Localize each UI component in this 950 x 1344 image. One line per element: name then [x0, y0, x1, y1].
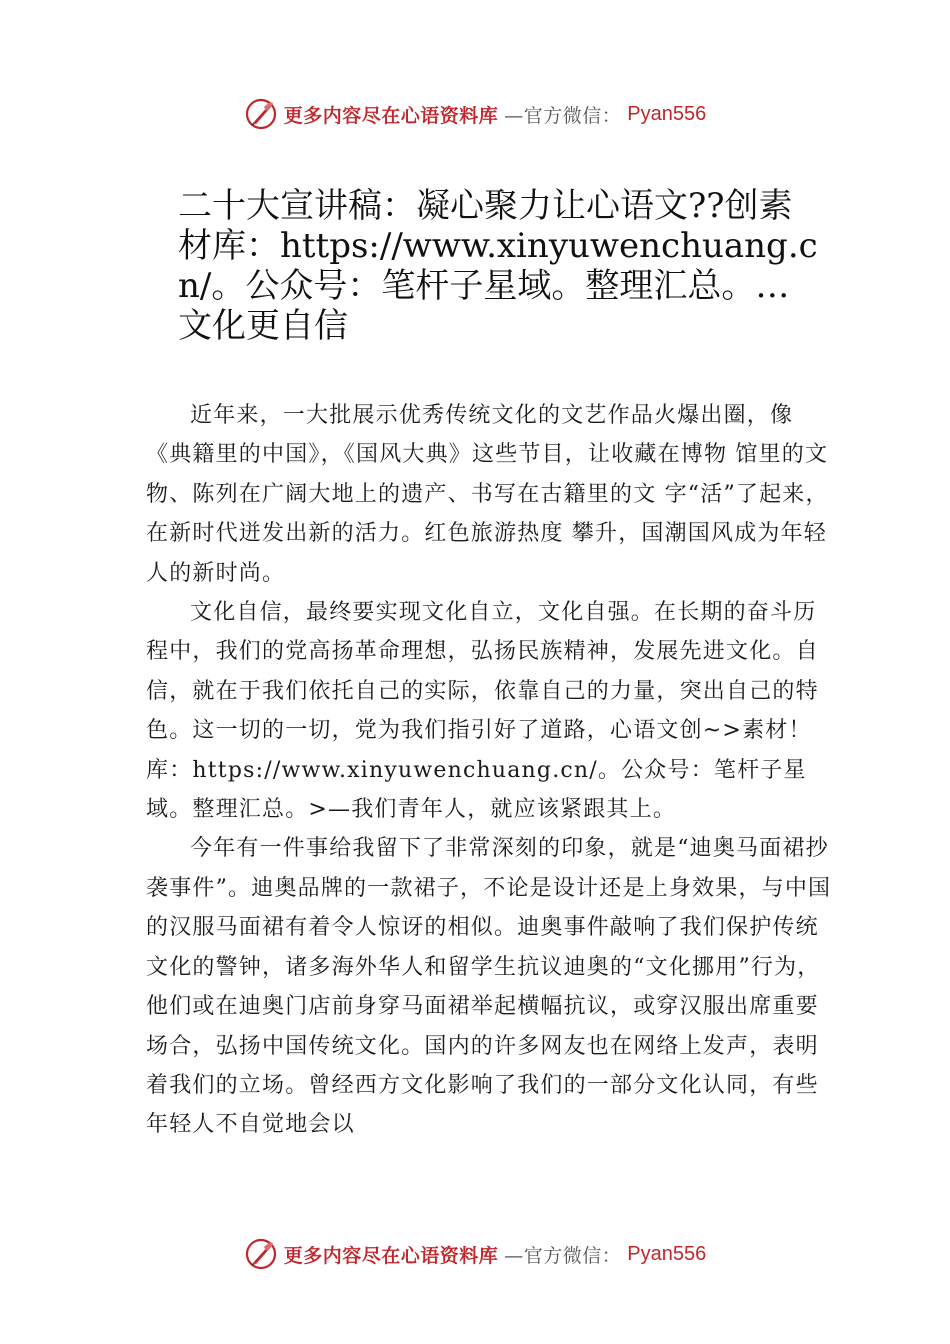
quill-pen-logo-icon: [244, 97, 278, 131]
paragraph-2: 文化自信，最终要实现文化自立，文化自强。在长期的奋斗历程中，我们的党高扬革命理想，弘扬民族精神，发展先进文化。自信，就在于我们依托自己的实际，依靠自己的力量，突出自己的特色。这一切的一切，党为我们指引好了道路，心语文创~>素材！库：https://www.xinyuwenchuang.cn/。公众号：笔杆子星域。整理汇总。>—我们青年人，就应该紧跟其上。: [146, 600, 819, 823]
banner-site-name: 更多内容尽在心语资料库: [283, 104, 499, 127]
document-title: 二十大宣讲稿：凝心聚力让心语文??创素材库：https://www.xinyuwenchuang.cn/。公众号：笔杆子星域。整理汇总。…文化更自信: [178, 186, 818, 346]
document-body: [146, 396, 832, 1145]
footer-banner: [0, 1234, 950, 1274]
paragraph-1: 近年来，一大批展示优秀传统文化的文艺作品火爆出圈，像《典籍里的中国》，《国风大典》这些节目，让收藏在博物 馆里的文物、陈列在广阔大地上的遗产、书写在古籍里的文 字“活”了起来，在新时代迸发出新的活力。红色旅游热度 攀升，国潮国风成为年轻人的新时尚。: [146, 403, 829, 586]
header-banner: [0, 94, 950, 134]
paragraph-3: 今年有一件事给我留下了非常深刻的印象，就是“迪奥马面裙抄袭事件”。迪奥品牌的一款裙子，不论是设计还是上身效果，与中国的汉服马面裙有着令人惊讶的相似。迪奥事件敲响了我们保护传统文化的警钟，诸多海外华人和留学生抗议迪奥的“文化挪用”行为，他们或在迪奥门店前身穿马面裙举起横幅抗议，或穿汉服出席重要场合，弘扬中国传统文化。国内的许多网友也在网络上发声，表明着我们的立场。曾经西方文化影响了我们的一部分文化认同，有些年轻人不自觉地会以: [146, 836, 832, 1138]
banner-wechat-id: Pyan556: [627, 102, 707, 125]
footer-site-name: 更多内容尽在心语资料库: [283, 1244, 499, 1267]
footer-wechat-label: —官方微信：: [504, 1244, 622, 1267]
footer-wechat-id: Pyan556: [627, 1242, 707, 1265]
quill-pen-logo-icon: [244, 1237, 278, 1271]
banner-wechat-label: —官方微信：: [504, 104, 622, 127]
